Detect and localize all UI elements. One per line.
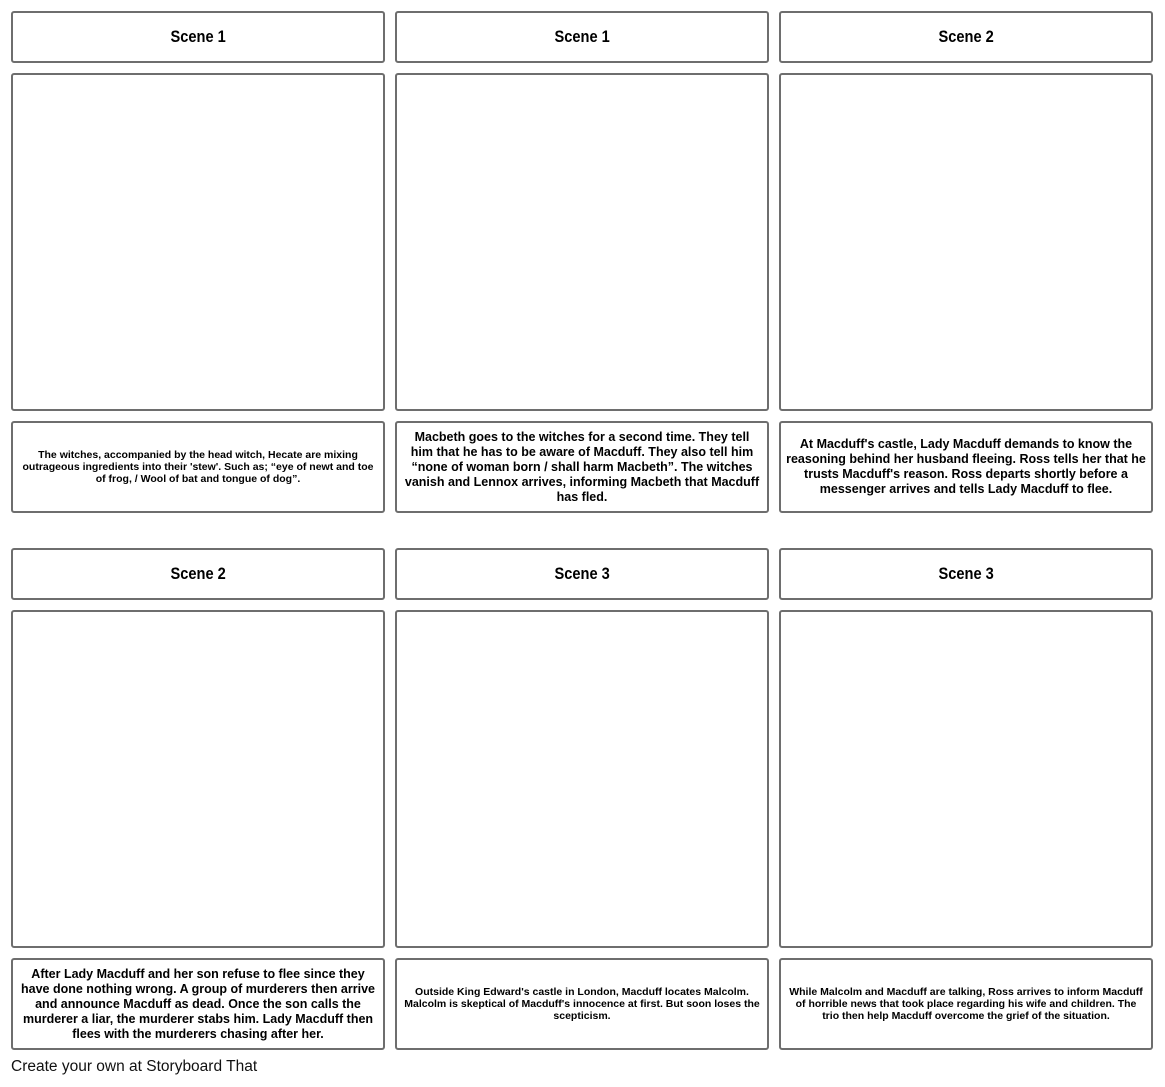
cell-4-image-panel [11, 610, 385, 948]
cell-caption: While Malcolm and Macduff are talking, Ross arrives to inform Macduff of horrible news that took place regarding his wife and children. The trio then help Macduff overcome the grief of the situation. [789, 986, 1143, 1022]
cell-1-caption-box [11, 421, 385, 513]
cell-title: Scene 3 [554, 564, 610, 583]
cell-title: Scene 2 [170, 564, 226, 583]
cell-caption: After Lady Macduff and her son refuse to flee since they have done nothing wrong. A group of murderers then arrive and announce Macduff as dead. Once the son calls the murderer a liar, the murderer stabs him. Lady Macduff then flees with the murderers chasing after her. [21, 966, 375, 1041]
cell-2-image-panel [395, 73, 769, 411]
cell-caption: At Macduff's castle, Lady Macduff demands to know the reasoning behind her husband fleeing. Ross tells her that he trusts Macduff's reason. Ross departs shortly before a messenger arrives and tells Lady Macduff to flee. [786, 437, 1146, 496]
cell-title: Scene 2 [938, 27, 994, 46]
cell-6-image-panel [779, 610, 1153, 948]
cell-5-image-panel [395, 610, 769, 948]
cell-2-title-box [395, 11, 769, 63]
cell-3-title-box [779, 11, 1153, 63]
cell-title: Scene 1 [554, 27, 610, 46]
cell-caption: The witches, accompanied by the head witch, Hecate are mixing outrageous ingredients into their 'stew'. Such as; “eye of newt and toe of frog, / Wool of bat and tongue of dog”. [22, 449, 374, 485]
cell-3-image-panel [779, 73, 1153, 411]
cell-6-title-box [779, 548, 1153, 600]
cell-4-title-box [11, 548, 385, 600]
cell-1-title-box [11, 11, 385, 63]
cell-3-caption-box [779, 421, 1153, 513]
cell-title: Scene 1 [170, 27, 226, 46]
cell-title: Scene 3 [938, 564, 994, 583]
cell-2-caption-box [395, 421, 769, 513]
cell-1-image-panel [11, 73, 385, 411]
cell-caption: Macbeth goes to the witches for a second time. They tell him that he has to be aware of Macduff. They also tell him “none of woman born / shall harm Macbeth”. The witches vanish and Lennox arrives, informing Macbeth that Macduff has fled. [404, 429, 760, 504]
cell-caption: Outside King Edward's castle in London, Macduff locates Malcolm. Malcolm is skeptical of Macduff's innocence at first. But soon loses the scepticism. [404, 986, 760, 1022]
cell-4-caption-box [11, 958, 385, 1050]
storyboard-that-link[interactable]: Create your own at Storyboard That [11, 1058, 258, 1075]
cell-5-caption-box [395, 958, 769, 1050]
cell-6-caption-box [779, 958, 1153, 1050]
cell-5-title-box [395, 548, 769, 600]
